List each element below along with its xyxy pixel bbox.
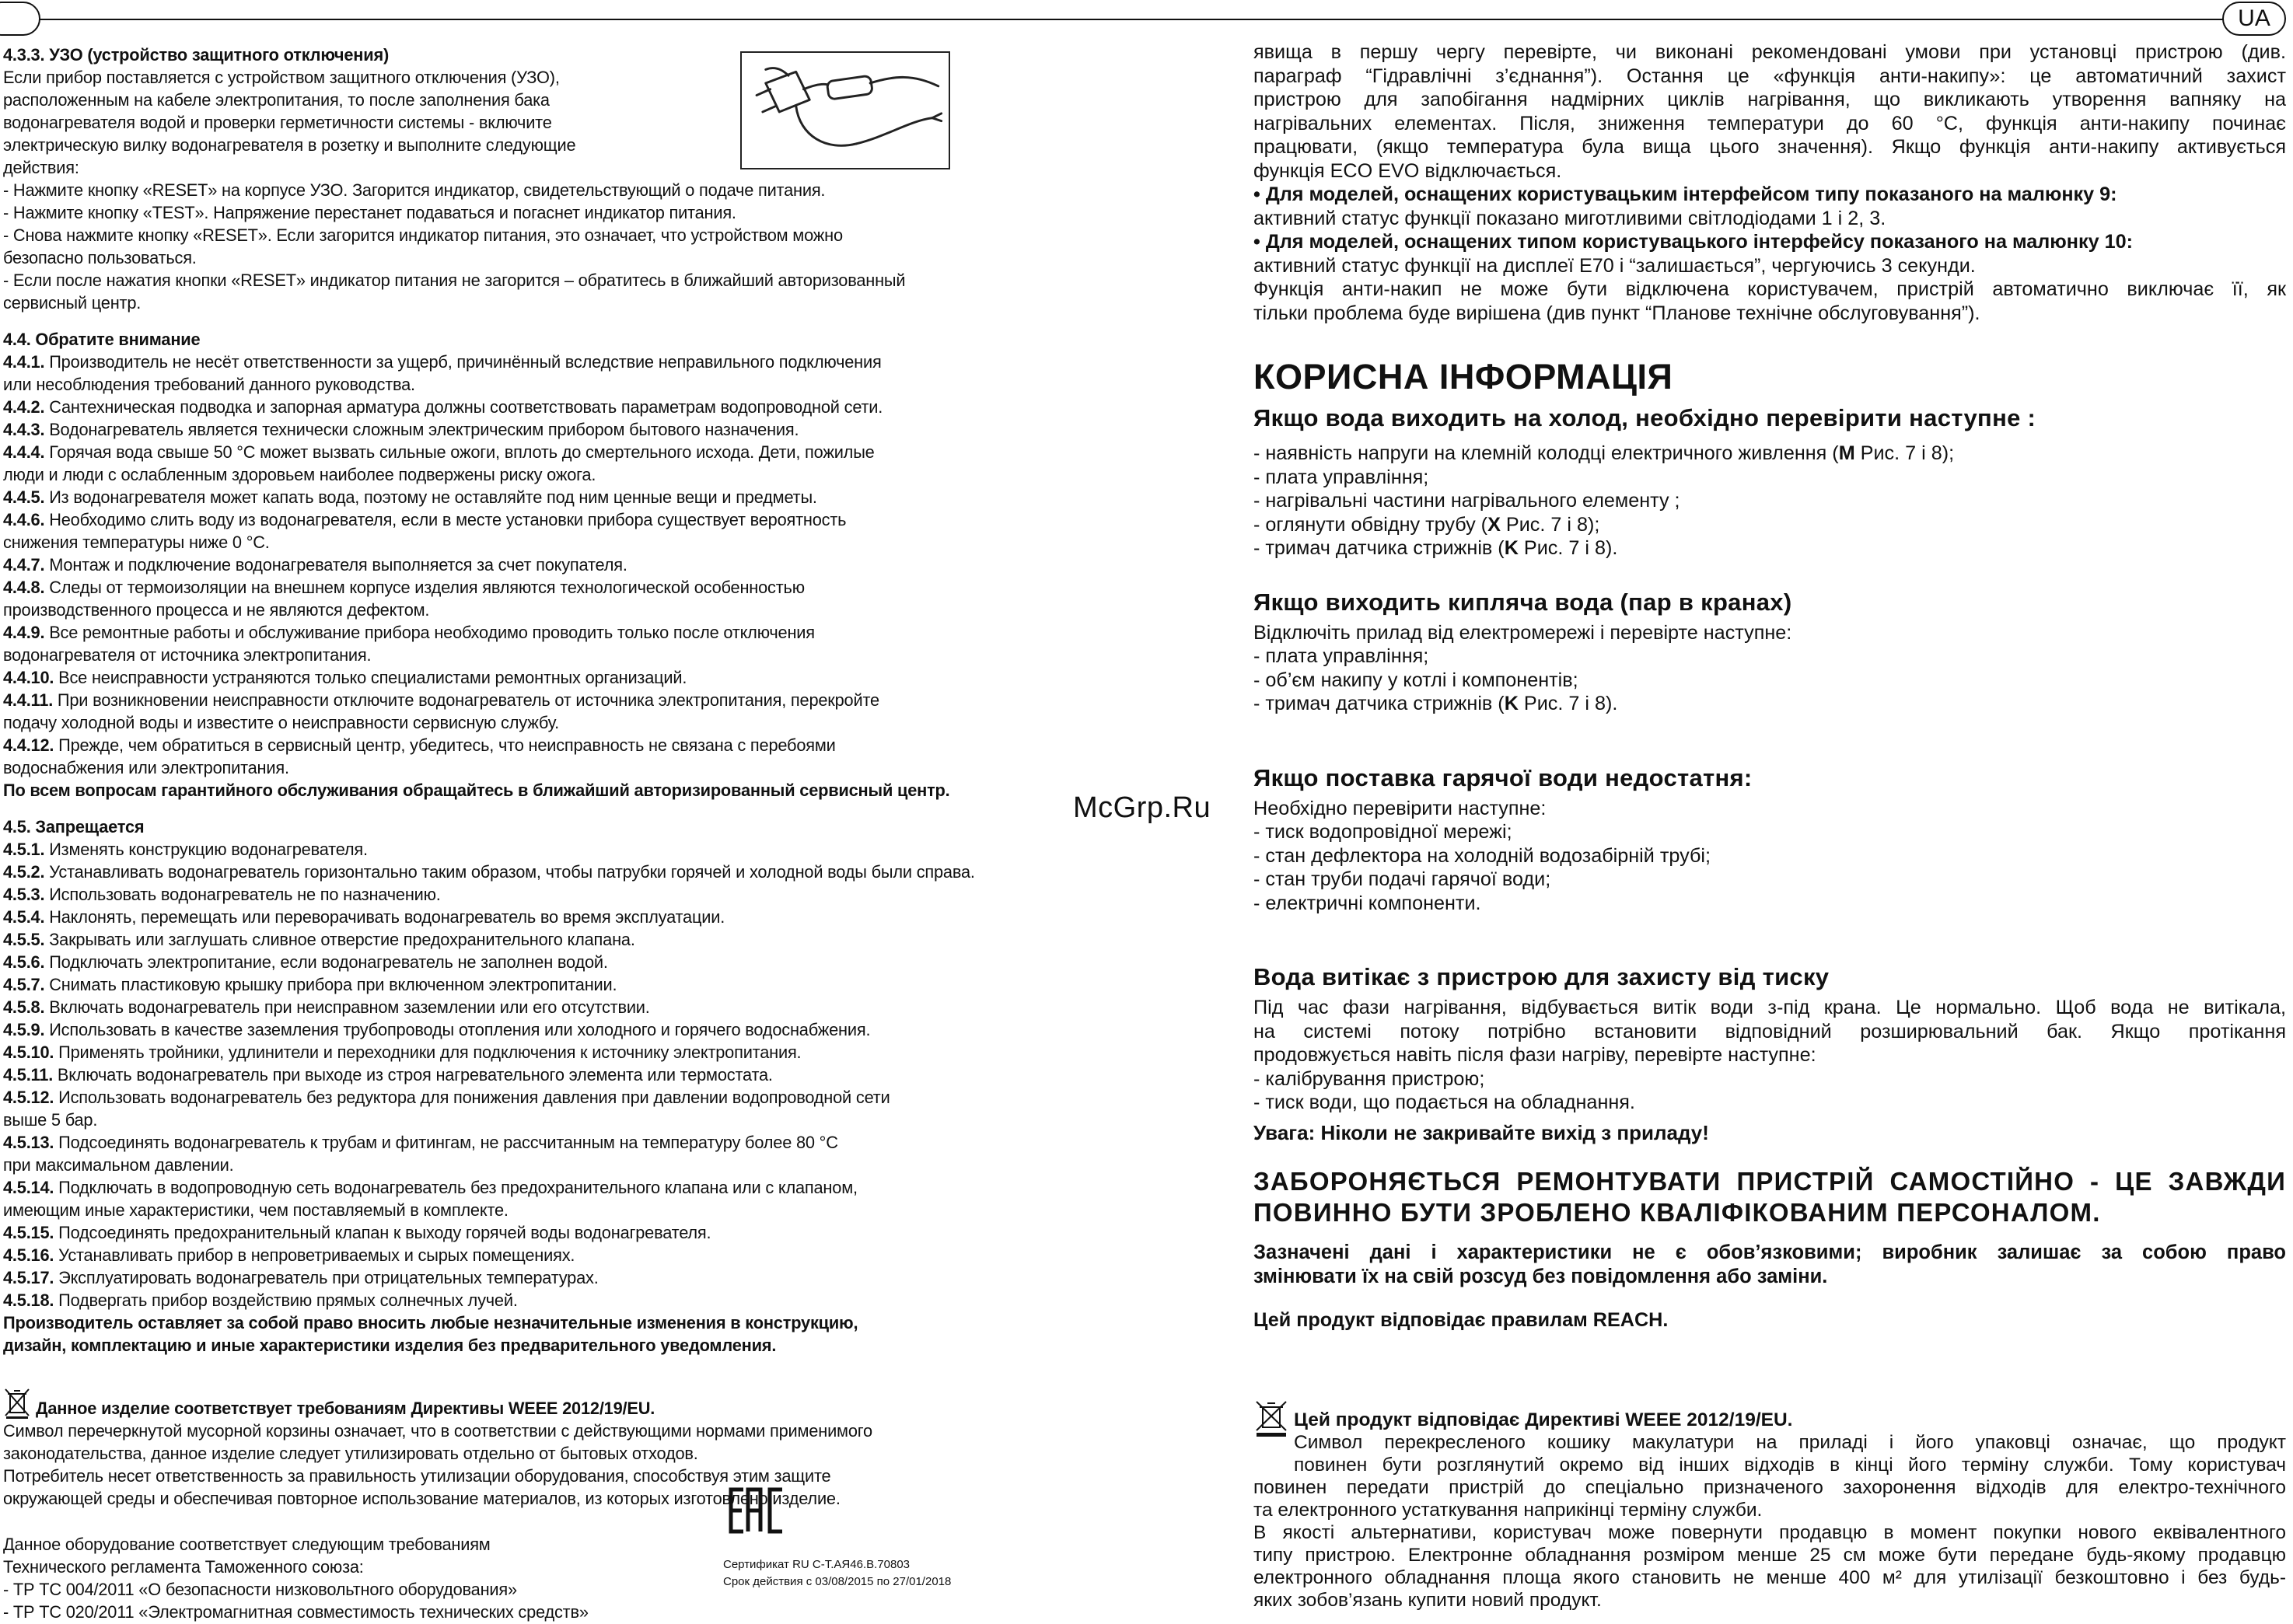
checklist-item [1253,669,2286,693]
item-number: 4.4.12. [3,735,54,755]
checklist-item [1253,489,2286,513]
item-text: - нагрівальні частини нагрівального елементу ; [1253,490,1680,512]
text-line: Символ перекресленого кошику макулатури на приладі і його упаковці означає, що продукт [1294,1431,2286,1453]
crossed-bin-icon [3,1388,31,1419]
numbered-item [3,1266,1045,1289]
item-text: Рис. 7 і 8). [1518,693,1618,714]
item-text: Устанавливать водонагреватель горизонтально таким образом, чтобы патрубки горячей и холодной воды были справа. [49,862,975,882]
text-line: електронного обладнання площа якого становить не менше 400 м² для утилізації безкоштовно і без будь- [1253,1566,2286,1588]
numbered-item [3,554,1045,576]
watermark-text: McGrp.Ru [1073,791,1211,824]
item-text: Горячая вода свыше 50 °C может вызвать сильные ожоги, вплоть до смертельного исхода. Дети, пожилые [49,442,875,462]
item-number: 4.4.3. [3,420,45,439]
checklist-item [1253,442,2286,466]
text-line: Технического регламента Таможенного союза: [3,1557,364,1577]
numbered-item [3,928,1045,951]
numbered-item [3,973,1045,996]
item-number: 4.4.10. [3,668,54,687]
eac-mark-logo [728,1485,785,1536]
item-number: 4.4.9. [3,623,45,642]
section-footer [3,1311,1045,1357]
text-line: Під час фази нагрівання, відбувається витік води з-під крана. Це нормально. Щоб вода не витікала, [1253,997,2286,1018]
text-line: продовжується навіть після фази нагріву, перевірте наступне: [1253,1044,1816,1066]
item-text: Прежде, чем обратиться в сервисный центр, убедитесь, что неисправность не связана с перебоями [58,735,836,755]
item-text: Использовать водонагреватель не по назначению. [49,885,441,904]
checklist-item [1253,536,2286,561]
hot-water-checklist [1253,797,2286,916]
text-line: повинен передати пристрій до спеціально призначеного захоронення відходів для електро-технічного [1253,1476,2286,1498]
left-column-russian [3,44,1045,1623]
item-number: 4.5.13. [3,1133,54,1152]
numbered-item [3,441,1045,463]
section-title: 4.4. Обратите внимание [3,330,201,349]
item-text: Все ремонтные работы и обслуживание прибора необходимо проводить только после отключения [49,623,815,642]
item-text: Все неисправности устраняются только специалистами ремонтных организаций. [58,668,687,687]
item-text: Устанавливать прибор в непроветриваемых и сырых помещениях. [58,1245,575,1265]
item-number: 4.4.4. [3,442,45,462]
text-line: водонагревателя водой и проверки герметичности системы - включите [3,113,552,132]
numbered-item [3,396,1045,418]
step-line: - Если после нажатия кнопки «RESET» индикатор питания не загорится – обратитесь в ближайший авторизованный [3,271,906,290]
item-number: 4.5.14. [3,1178,54,1197]
step-line: - Нажмите кнопку «TEST». Напряжение перестанет подаваться и погаснет индикатор питания. [3,203,736,222]
numbered-item [3,373,1045,396]
item-text: Закрывать или заглушать сливное отверстие предохранительного клапана. [49,930,635,949]
checklist-item: - електричні компоненти. [1253,892,1481,914]
item-text: Следы от термоизоляции на внешнем корпусе изделия являются технологической особенностью [49,578,805,597]
item-number: 4.5.15. [3,1223,54,1242]
text-line: повинен бути розглянутий окремо від інших відходів в кінці його терміну служби. Тому користувач [1294,1454,2286,1476]
warning-text: Увага: Ніколи не закривайте вихід з приладу! [1253,1120,1709,1144]
page-tab-left [0,2,40,36]
text-line: действия: [3,158,79,177]
item-number: 4.5.6. [3,952,45,972]
item-text: имеющим иные характеристики, чем поставляемый в комплекте. [3,1200,509,1220]
numbered-item [3,1221,1045,1244]
item-number: 4.5.5. [3,930,45,949]
header-rule [31,19,2246,20]
item-text: Подсоединять водонагреватель к трубам и фитингам, не рассчитанным на температуру более 80 °C [58,1133,838,1152]
item-number: 4.5.9. [3,1020,45,1039]
item-text: Відключіть прилад від електромережі і перевірте наступне: [1253,621,1792,644]
text-line: В якості альтернативи, користувач може повернути продавцю в момент покупки нового еквівалентного [1253,1521,2286,1543]
text-line: тільки проблема буде вирішена (див пункт “Планове технічне обслуговування”). [1253,302,1980,324]
pressure-leak-heading: Вода витікає з пристрою для захисту від тиску [1253,963,1830,990]
bullet-figure-9: • Для моделей, оснащених користувацьким інтерфейсом типу показаного на малюнку 9: активний статус функції показано миготливими світлодіодами 1 і 2, 3. [1253,183,2117,229]
item-number: 4.4.1. [3,352,45,372]
text-line: - тиск води, що подається на обладнання. [1253,1091,1635,1113]
section-4-5 [3,815,1045,1357]
step-line: безопасно пользоваться. [3,248,197,267]
item-number: 4.4.11. [3,690,54,710]
numbered-item [3,861,1045,883]
item-text: Подвергать прибор воздействию прямых солнечных лучей. [58,1290,518,1310]
item-text: Подключать электропитание, если водонагреватель не заполнен водой. [49,952,608,972]
numbered-item [3,508,1045,531]
cold-water-checklist [1253,442,2286,561]
section-title: 4.3.3. УЗО (устройство защитного отключения) [3,45,390,65]
numbered-item [3,1041,1045,1063]
footer-line: дизайн, комплектацию и иные характеристики изделия без предварительного уведомления. [3,1336,777,1355]
checklist-item [1253,621,2286,645]
item-text: Водонагреватель является технически сложным электрическим прибором бытового назначения. [49,420,799,439]
numbered-item [3,351,1045,373]
numbered-item [3,1199,1045,1221]
item-text: Из водонагревателя может капать вода, поэтому не оставляйте под ним ценные вещи и предметы. [49,487,817,507]
item-text: Снимать пластиковую крышку прибора при включенном электропитании. [49,975,617,994]
weee-section [3,1388,1045,1510]
text-line: працювати, (якщо температура була вища цього значення). Якщо функція анти-накипу активується [1253,136,2286,158]
checklist-item: Необхідно перевірити наступне: [1253,797,1547,819]
numbered-item [3,1018,1045,1041]
item-ref: K [1504,537,1519,559]
step-list [3,179,1045,314]
item-text: Включать водонагреватель при неисправном заземлении или его отсутствии. [49,997,650,1017]
item-ref: M [1838,442,1855,464]
item-text: - об’єм накипу у котлі і компонентів; [1253,669,1578,691]
text-line: Данное оборудование соответствует следующим требованиям [3,1535,491,1554]
section-title: 4.5. Запрещается [3,817,145,836]
text-line: электрическую вилку водонагревателя в розетку и выполните следующие [3,135,576,155]
checklist-item [1253,692,2286,716]
checklist-item [1253,466,2286,490]
item-text: Включать водонагреватель при выходе из строя нагревательного элемента или термостата. [57,1065,773,1084]
item-text: - плата управління; [1253,645,1429,667]
item-number: 4.5.4. [3,907,45,927]
numbered-item [3,1244,1045,1266]
text-line: типу пристрою. Електронне обладнання розміром менше 25 см може бути передане будь-якому продавцю [1253,1544,2286,1566]
item-ref: K [1504,693,1519,714]
item-text: Подсоединять предохранительный клапан к выходу горячей воды водонагревателя. [58,1223,711,1242]
text-line: законодательства, данное изделие следует утилизировать отдельно от бытовых отходов. [3,1444,698,1463]
text-line: Символ перечеркнутой мусорной корзины означает, что в соответствии с действующими нормами применимого [3,1421,872,1441]
text-line: та електронного устаткування наприкінці терміну служби. [1253,1499,1763,1521]
anti-scale-intro [1253,40,2286,183]
item-text: Рис. 7 і 8). [1518,537,1618,559]
item-text: При возникновении неисправности отключите водонагреватель от источника электропитания, перекройте [57,690,879,710]
text-line: на системі потоку потрібно встановити відповідний розширювальний бак. Якщо протікання [1253,1020,2286,1043]
item-text: - оглянути обвідну трубу ( [1253,513,1488,536]
footer-line: Производитель оставляет за собой право вносить любые незначительные изменения в конструкцию, [3,1313,858,1332]
numbered-item [3,756,1045,779]
numbered-item [3,951,1045,973]
hot-water-heading: Якщо поставка гарячої води недостатня: [1253,763,1753,791]
item-text: Наклонять, перемещать или переворачивать водонагреватель во время эксплуатации. [49,907,725,927]
checklist-item: - стан дефлектора на холодній водозабірній трубі; [1253,844,1711,867]
notice-list [3,351,1045,779]
numbered-item [3,599,1045,621]
text-line: Если прибор поставляется с устройством защитного отключения (УЗО), [3,68,560,87]
numbered-item [3,906,1045,928]
crossed-bin-icon [1253,1399,1289,1437]
item-text: снижения температуры ниже 0 °C. [3,533,270,552]
numbered-item [3,666,1045,689]
numbered-item [3,1154,1045,1176]
item-text: - плата управління; [1253,466,1429,488]
boiling-water-heading: Якщо виходить кипляча вода (пар в кранах) [1253,588,1792,616]
text-line: - ТР ТС 004/2011 «О безопасности низковольтного оборудования» [3,1580,517,1599]
item-text: Использовать в качестве заземления трубопроводы отопления или холодного и горячего водоснабжения. [49,1020,871,1039]
numbered-item [3,463,1045,486]
checklist-item [1253,644,2286,669]
text-line: пристрою для запобігання надмірних циклів нагрівання, що викликають утворення вапняку на [1253,89,2286,110]
item-number: 4.5.18. [3,1290,54,1310]
numbered-item [3,576,1045,599]
item-text: Производитель не несёт ответственности за ущерб, причинённый вследствие неправильного подключения [49,352,882,372]
checklist-item: - стан труби подачі гарячої води; [1253,868,1551,890]
weee-title-ua: Цей продукт відповідає Директиві WEEE 2012/19/EU. [1294,1409,1793,1430]
numbered-item [3,838,1045,861]
item-text: Монтаж и подключение водонагревателя выполняется за счет покупателя. [49,555,627,575]
item-text: Эксплуатировать водонагреватель при отрицательных температурах. [58,1268,599,1287]
numbered-item [3,621,1045,644]
text-line: Функція анти-накип не може бути відключена користувачем, пристрій автоматично виключає її, як [1253,278,2286,300]
item-text: Изменять конструкцию водонагревателя. [49,840,368,859]
cold-water-heading: Якщо вода виходить на холод, необхідно перевірити наступне : [1253,404,2036,431]
item-text: выше 5 бар. [3,1110,98,1130]
item-text: - тримач датчика стрижнів ( [1253,537,1505,559]
item-text: Необходимо слить воду из водонагревателя, если в месте установки прибора существует вероятность [49,510,847,529]
item-number: 4.5.10. [3,1043,54,1062]
text-line: Потребитель несет ответственность за правильность утилизации оборудования, способствуя этим защите [3,1466,831,1486]
bullet-figure-10: • Для моделей, оснащених типом користувацького інтерфейсу показаного на малюнку 10: активний статус функції на дисплеї E70 і “залишається”, чергуючись 3 секунди. [1253,231,2134,277]
item-text: люди и люди с ослабленным здоровьем наиболее подвержены риску ожога. [3,465,596,484]
numbered-item [3,711,1045,734]
text-line: яких зобов’язань купити новий продукт. [1253,1589,1602,1611]
step-line: - Снова нажмите кнопку «RESET». Если загорится индикатор питания, это означает, что устройством можно [3,225,843,245]
numbered-item [3,1063,1045,1086]
text-line: параграф “Гідравлічні з’єднання”). Остання це «функція анти-накипу»: це автоматичний захист [1253,65,2286,87]
section-footer: По всем вопросам гарантийного обслуживания обращайтесь в ближайший авторизированный сервисный центр. [3,781,950,800]
prohibited-list [3,838,1045,1311]
reach-statement: Цей продукт відповідає правилам REACH. [1253,1309,1669,1331]
repair-forbidden-notice: ЗАБОРОНЯЄТЬСЯ РЕМОНТУВАТИ ПРИСТРІЙ САМОСТІЙНО - ЦЕ ЗАВЖДИ ПОВИННО БУТИ ЗРОБЛЕНО КВАЛІФІКОВАНИМ ПЕРСОНАЛОМ. [1253,1167,2286,1227]
numbered-item [3,1289,1045,1311]
numbered-item [3,883,1045,906]
text-line: явища в першу чергу перевірте, чи виконані рекомендовані умови при установці пристрою (див. [1253,41,2286,63]
weee-section-ua [1253,1409,2286,1612]
useful-info-heading: КОРИСНА ІНФОРМАЦІЯ [1253,357,1673,396]
specs-disclaimer: Зазначені дані і характеристики не є обов’язковими; виробник залишає за собою право змінювати їх на свій розсуд без повідомлення або заміни. [1253,1242,2286,1287]
weee-title: Данное изделие соответствует требованиям Директивы WEEE 2012/19/EU. [3,1388,1045,1420]
checklist-item [1253,513,2286,537]
item-number: 4.5.1. [3,840,45,859]
item-number: 4.5.16. [3,1245,54,1265]
item-text: подачу холодной воды и известите о неисправности сервисную службу. [3,713,559,732]
weee-text [3,1420,1045,1510]
item-text: водоснабжения или электропитания. [3,758,289,777]
item-text: Рис. 7 і 8); [1854,442,1955,464]
numbered-item [3,996,1045,1018]
item-text: - наявність напруги на клемній колодці електричного живлення ( [1253,442,1839,464]
item-number: 4.4.5. [3,487,45,507]
item-number: 4.5.7. [3,975,45,994]
item-text: - тримач датчика стрижнів ( [1253,693,1505,714]
text-line: функція ECO EVO відключається. [1253,159,1562,182]
item-number: 4.4.7. [3,555,45,575]
item-number: 4.5.8. [3,997,45,1017]
item-ref: X [1487,513,1501,536]
numbered-item [3,734,1045,756]
text-line: - калібрування пристрою; [1253,1067,1485,1090]
item-text: Подключать в водопроводную сеть водонагреватель без предохранительного клапана или с клапаном, [58,1178,858,1197]
numbered-item [3,1109,1045,1131]
item-text: или несоблюдения требований данного руководства. [3,375,415,394]
pressure-leak-text [1253,996,2286,1115]
section-4-4 [3,328,1045,802]
item-number: 4.4.2. [3,397,45,417]
numbered-item [3,1176,1045,1199]
text-line: расположенным на кабеле электропитания, то после заполнения бака [3,90,550,110]
numbered-item [3,418,1045,441]
item-number: 4.5.2. [3,862,45,882]
numbered-item [3,689,1045,711]
item-number: 4.5.3. [3,885,45,904]
text-line: нагрівальних елементах. Після, зниження температури до 60 °C, функція анти-накипу починає [1253,112,2286,134]
numbered-item [3,531,1045,554]
numbered-item [3,486,1045,508]
numbered-item [3,644,1045,666]
boiling-water-checklist [1253,621,2286,716]
checklist-item: - тиск водопровідної мережі; [1253,821,1512,843]
item-number: 4.5.17. [3,1268,54,1287]
item-number: 4.5.11. [3,1065,54,1084]
certificate-info: Сертификат RU C-T.AЯ46.B.70803 Срок действия с 03/08/2015 по 27/01/2018 [723,1558,952,1588]
text-line: - ТР ТС 020/2011 «Электромагнитная совместимость технических средств» [3,1602,589,1622]
item-number: 4.4.6. [3,510,45,529]
step-line: - Нажмите кнопку «RESET» на корпусе УЗО. Загорится индикатор, свидетельствующий о подаче питания. [3,180,826,200]
item-text: водонагревателя от источника электропитания. [3,645,372,665]
text-line: окружающей среды и обеспечивая повторное использование материалов, из которых изготовлено изделие. [3,1489,841,1508]
numbered-item [3,1086,1045,1109]
right-column-ukrainian [1253,40,2286,1612]
anti-scale-note [1253,278,2286,325]
item-text: Рис. 7 і 8); [1500,513,1600,536]
item-number: 4.4.8. [3,578,45,597]
item-text: при максимальном давлении. [3,1155,234,1175]
rcd-plug-illustration [740,51,950,169]
language-badge: UA [2222,2,2286,36]
step-line: сервисный центр. [3,293,142,313]
item-text: Использовать водонагреватель без редуктора для понижения давления при давлении водопроводной сети [58,1088,890,1107]
item-text: Сантехническая подводка и запорная арматура должны соответствовать параметрам водопроводной сети. [49,397,883,417]
numbered-item [3,1131,1045,1154]
item-text: производственного процесса и не являются дефектом. [3,600,430,620]
item-number: 4.5.12. [3,1088,54,1107]
item-text: Применять тройники, удлинители и переходники для подключения к источнику электропитания. [58,1043,802,1062]
